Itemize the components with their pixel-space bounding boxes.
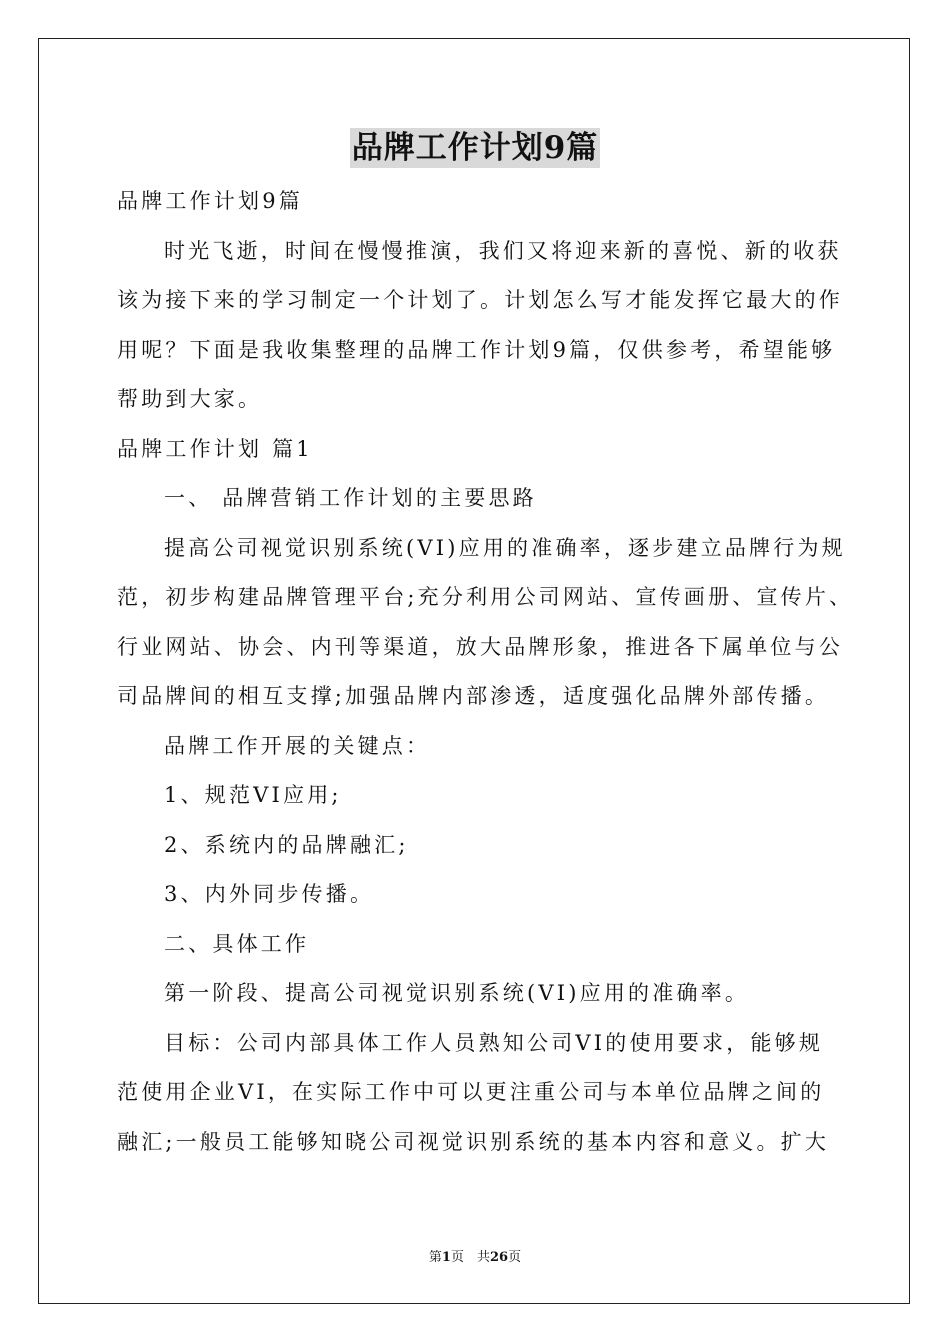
footer-page-number: 1 — [441, 1250, 451, 1265]
text-line: 1、规范VI应用; — [164, 783, 342, 807]
text-line: 品牌工作计划 篇1 — [117, 436, 313, 461]
text-line: 该为接下来的学习制定一个计划了。计划怎么写才能发挥它最大的作 — [117, 288, 843, 312]
text-line: 范，初步构建品牌管理平台;充分利用公司网站、宣传画册、宣传片、 — [117, 585, 854, 609]
text-line: 二、具体工作 — [164, 931, 310, 956]
text-line: 融汇;一般员工能够知晓公司视觉识别系统的基本内容和意义。扩大 — [117, 1129, 830, 1154]
footer-page-prefix: 第 — [428, 1250, 442, 1265]
document-body — [117, 177, 854, 1167]
footer-page-mid: 页 共 — [450, 1250, 490, 1265]
title-container — [0, 128, 950, 168]
page-footer — [0, 1246, 950, 1265]
text-line: 目标：公司内部具体工作人员熟知公司VI的使用要求，能够规 — [164, 1030, 824, 1055]
text-line: 提高公司视觉识别系统(VI)应用的准确率，逐步建立品牌行为规 — [164, 535, 846, 560]
text-line: 用呢？下面是我收集整理的品牌工作计划9篇，仅供参考，希望能够 — [117, 337, 836, 362]
footer-page-suffix: 页 — [508, 1250, 522, 1265]
text-line: 司品牌间的相互支撑;加强品牌内部渗透，适度强化品牌外部传播。 — [117, 684, 830, 708]
text-line: 3、内外同步传播。 — [164, 882, 375, 906]
text-line: 时光飞逝，时间在慢慢推演，我们又将迎来新的喜悦、新的收获 — [164, 238, 842, 263]
text-line: 范使用企业VI，在实际工作中可以更注重公司与本单位品牌之间的 — [117, 1080, 825, 1104]
text-line: 品牌工作计划9篇 — [117, 189, 303, 213]
text-line: 第一阶段、提高公司视觉识别系统(VI)应用的准确率。 — [164, 981, 750, 1005]
text-line: 品牌工作开展的关键点： — [164, 733, 431, 758]
document-title: 品牌工作计划9篇 — [351, 130, 599, 166]
text-line: 2、系统内的品牌融汇; — [164, 832, 409, 857]
text-line: 一、 品牌营销工作计划的主要思路 — [164, 486, 537, 510]
footer-total-pages: 26 — [489, 1250, 509, 1265]
text-line: 行业网站、协会、内刊等渠道，放大品牌形象，推进各下属单位与公 — [117, 634, 843, 659]
text-line: 帮助到大家。 — [117, 387, 263, 411]
